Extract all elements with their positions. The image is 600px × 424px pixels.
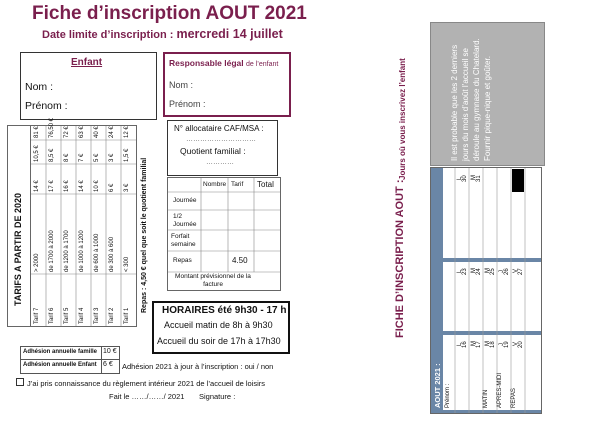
child-heading: Enfant	[71, 57, 103, 68]
summary-row-journee: Journée	[173, 197, 197, 204]
tariff-cell-forfait: 40 €	[94, 126, 100, 138]
cal-date: 31	[476, 175, 482, 182]
caf-dots[interactable]: …………………………	[186, 136, 256, 143]
tariff-cell-journee: 17 €	[49, 180, 55, 192]
calendar-grid	[430, 167, 542, 414]
tariff-cell-tarif: Tarif 5	[64, 307, 70, 324]
deadline-value: mercredi 14 juillet	[176, 27, 283, 41]
deadline-label: Date limite d’inscription :	[42, 29, 174, 41]
month-label: AOUT 2021 :	[433, 363, 442, 408]
summary-header-tarif: Tarif	[231, 181, 244, 188]
summary-header-nombre: Nombre	[203, 181, 227, 188]
occupied-cell	[512, 169, 524, 192]
tariff-cell-journee: 3 €	[124, 183, 130, 192]
rules-checkbox-row[interactable]	[16, 378, 265, 388]
adhesion-family-label: Adhésion annuelle famille	[23, 349, 98, 355]
guardian-nom-label[interactable]: Nom :	[169, 80, 194, 90]
rules-checkbox[interactable]	[16, 378, 24, 386]
hours-morning: Accueil matin de 8h à 9h30	[164, 320, 273, 330]
tariff-cell-tarif: Tarif 1	[124, 307, 130, 324]
summary-row-demi: 1/2 Journée	[173, 213, 197, 228]
cal-row-label: MATIN	[483, 389, 489, 408]
calendar-lines	[431, 168, 541, 413]
repas-note: Repas : 4,50 € quel que soit le quotient familial	[141, 157, 148, 313]
tariff-cell-qf: de 1700 à 2000	[49, 230, 55, 272]
summary-table	[167, 177, 281, 291]
adhesion-child-label: Adhésion annuelle Enfant	[23, 362, 97, 368]
cal-day: V	[513, 268, 519, 273]
cal-date: 26	[504, 268, 510, 275]
deadline	[42, 27, 283, 41]
tariff-cell-demi: 8 €	[64, 153, 70, 162]
cal-date: 23	[462, 268, 468, 275]
cal-date: 16	[462, 341, 468, 348]
signature-label[interactable]: Signature :	[199, 392, 236, 401]
child-prenom-label[interactable]: Prénom :	[25, 100, 68, 112]
tariff-cell-qf: de 600 à 1000	[94, 233, 100, 272]
tariff-cell-qf: de 1200 à 1700	[64, 230, 70, 272]
tariff-cell-qf: < 300	[124, 256, 130, 272]
cal-day: M	[471, 175, 477, 180]
cal-day: L	[457, 176, 463, 180]
child-nom-label[interactable]: Nom :	[25, 81, 54, 93]
tariff-cell-demi: 7 €	[79, 153, 85, 162]
tariff-cell-qf: de 300 à 600	[109, 236, 115, 272]
tariff-cell-forfait: 72 €	[64, 126, 70, 138]
adhesion-table	[20, 346, 120, 374]
tariff-cell-tarif: Tarif 6	[49, 307, 55, 324]
hours-box	[152, 301, 290, 354]
tariff-cell-forfait: 24 €	[109, 126, 115, 138]
tariff-cell-tarif: Tarif 3	[94, 307, 100, 324]
hours-title: HORAIRES été 9h30 - 17 h	[162, 305, 287, 316]
page-title: Fiche d’inscription AOUT 2021	[32, 3, 307, 24]
cal-day: M	[471, 268, 477, 273]
adhesion-child-value: 6 €	[103, 361, 113, 368]
summary-row-forfait: Forfait semaine	[171, 233, 196, 248]
caf-label: N° allocataire CAF/MSA :	[174, 124, 264, 133]
guardian-heading-main: Responsable légal	[169, 58, 244, 68]
hours-evening: Accueil du soir de 17h à 17h30	[157, 336, 281, 346]
summary-footer: Montant prévisionnel de la facture	[175, 273, 251, 288]
date-label[interactable]: Fait le ……/……/ 2021	[109, 392, 185, 401]
cal-date: 17	[476, 341, 482, 348]
tariff-table	[30, 117, 137, 327]
tariff-cell-forfait: 81 €	[34, 126, 40, 138]
right-vertical-title: FICHE D’INSCRIPTION AOUT :	[394, 179, 406, 338]
cal-row-label: REPAS	[511, 388, 517, 408]
adhesion-family-value: 10 €	[103, 348, 117, 355]
qf-dots[interactable]: …………	[206, 159, 234, 166]
tariff-cell-forfait: 63 €	[79, 126, 85, 138]
note-text: Il est probable que les 2 derniers jours du mois d’août l’accueil se déroule au gymnase du Chatelard. Fournir pique-nique et goûter.	[450, 38, 492, 161]
qf-label: Quotient familial :	[180, 146, 246, 156]
cal-day: L	[457, 342, 463, 346]
cal-date: 19	[504, 341, 510, 348]
tariff-cell-demi: 10,5 €	[34, 145, 40, 162]
summary-header-total: Total	[257, 180, 274, 189]
cal-row-label: APRES-MIDI	[497, 372, 503, 408]
tariff-cell-journee: 10 €	[94, 180, 100, 192]
tariff-cell-qf: de 1000 à 1200	[79, 230, 85, 272]
tariff-cell-journee: 14 €	[79, 180, 85, 192]
cal-day: M	[485, 268, 491, 273]
tariff-cell-demi: 8,5 €	[49, 148, 55, 162]
guardian-heading-suffix: de l’enfant	[246, 61, 279, 68]
tariff-cell-tarif: Tarif 4	[79, 307, 85, 324]
cal-day: M	[471, 341, 477, 346]
rules-text: J’ai pris connaissance du règlement intérieur 2021 de l’accueil de loisirs	[27, 379, 266, 388]
child-box	[20, 52, 157, 120]
tariff-title: TARIFS A PARTIR DE 2020	[13, 192, 23, 306]
cal-date: 27	[518, 268, 524, 275]
tariff-cell-demi: 5 €	[94, 153, 100, 162]
note-box	[430, 22, 545, 166]
cal-date: 18	[490, 341, 496, 348]
tariff-cell-journee: 6 €	[109, 183, 115, 192]
summary-row-repas: Repas	[173, 257, 192, 264]
right-vertical-subtitle: Jours où vous inscrivez l’enfant	[398, 58, 407, 180]
tariff-title-box	[7, 125, 31, 327]
cal-row-label: Prénom :	[445, 383, 451, 408]
tariff-cell-forfait: 12 €	[124, 126, 130, 138]
tariff-cell-demi: 1,5 €	[124, 148, 130, 162]
cal-date: 20	[518, 341, 524, 348]
summary-repas-tarif: 4.50	[232, 256, 248, 265]
tariff-cell-journee: 14 €	[34, 180, 40, 192]
guardian-box	[163, 52, 291, 117]
cal-day: M	[485, 341, 491, 346]
cal-day: J	[499, 270, 505, 273]
tariff-cell-tarif: Tarif 7	[34, 307, 40, 324]
caf-box	[167, 120, 278, 176]
guardian-prenom-label[interactable]: Prénom :	[169, 99, 206, 109]
tariff-cell-demi: 3 €	[109, 153, 115, 162]
cal-day: V	[513, 341, 519, 346]
cal-date: 25	[490, 268, 496, 275]
cal-date: 30	[462, 175, 468, 182]
tariff-cell-journee: 16 €	[64, 180, 70, 192]
adhesion-status[interactable]: Adhésion 2021 à jour à l’inscription : oui / non	[122, 362, 274, 371]
cal-day: L	[457, 269, 463, 273]
guardian-heading	[169, 58, 278, 68]
cal-date: 24	[476, 268, 482, 275]
tariff-cell-tarif: Tarif 2	[109, 307, 115, 324]
tariff-cell-qf: > 2000	[34, 253, 40, 272]
tariff-cell-forfait: 76,50 €	[49, 117, 55, 138]
cal-day: J	[499, 343, 505, 346]
